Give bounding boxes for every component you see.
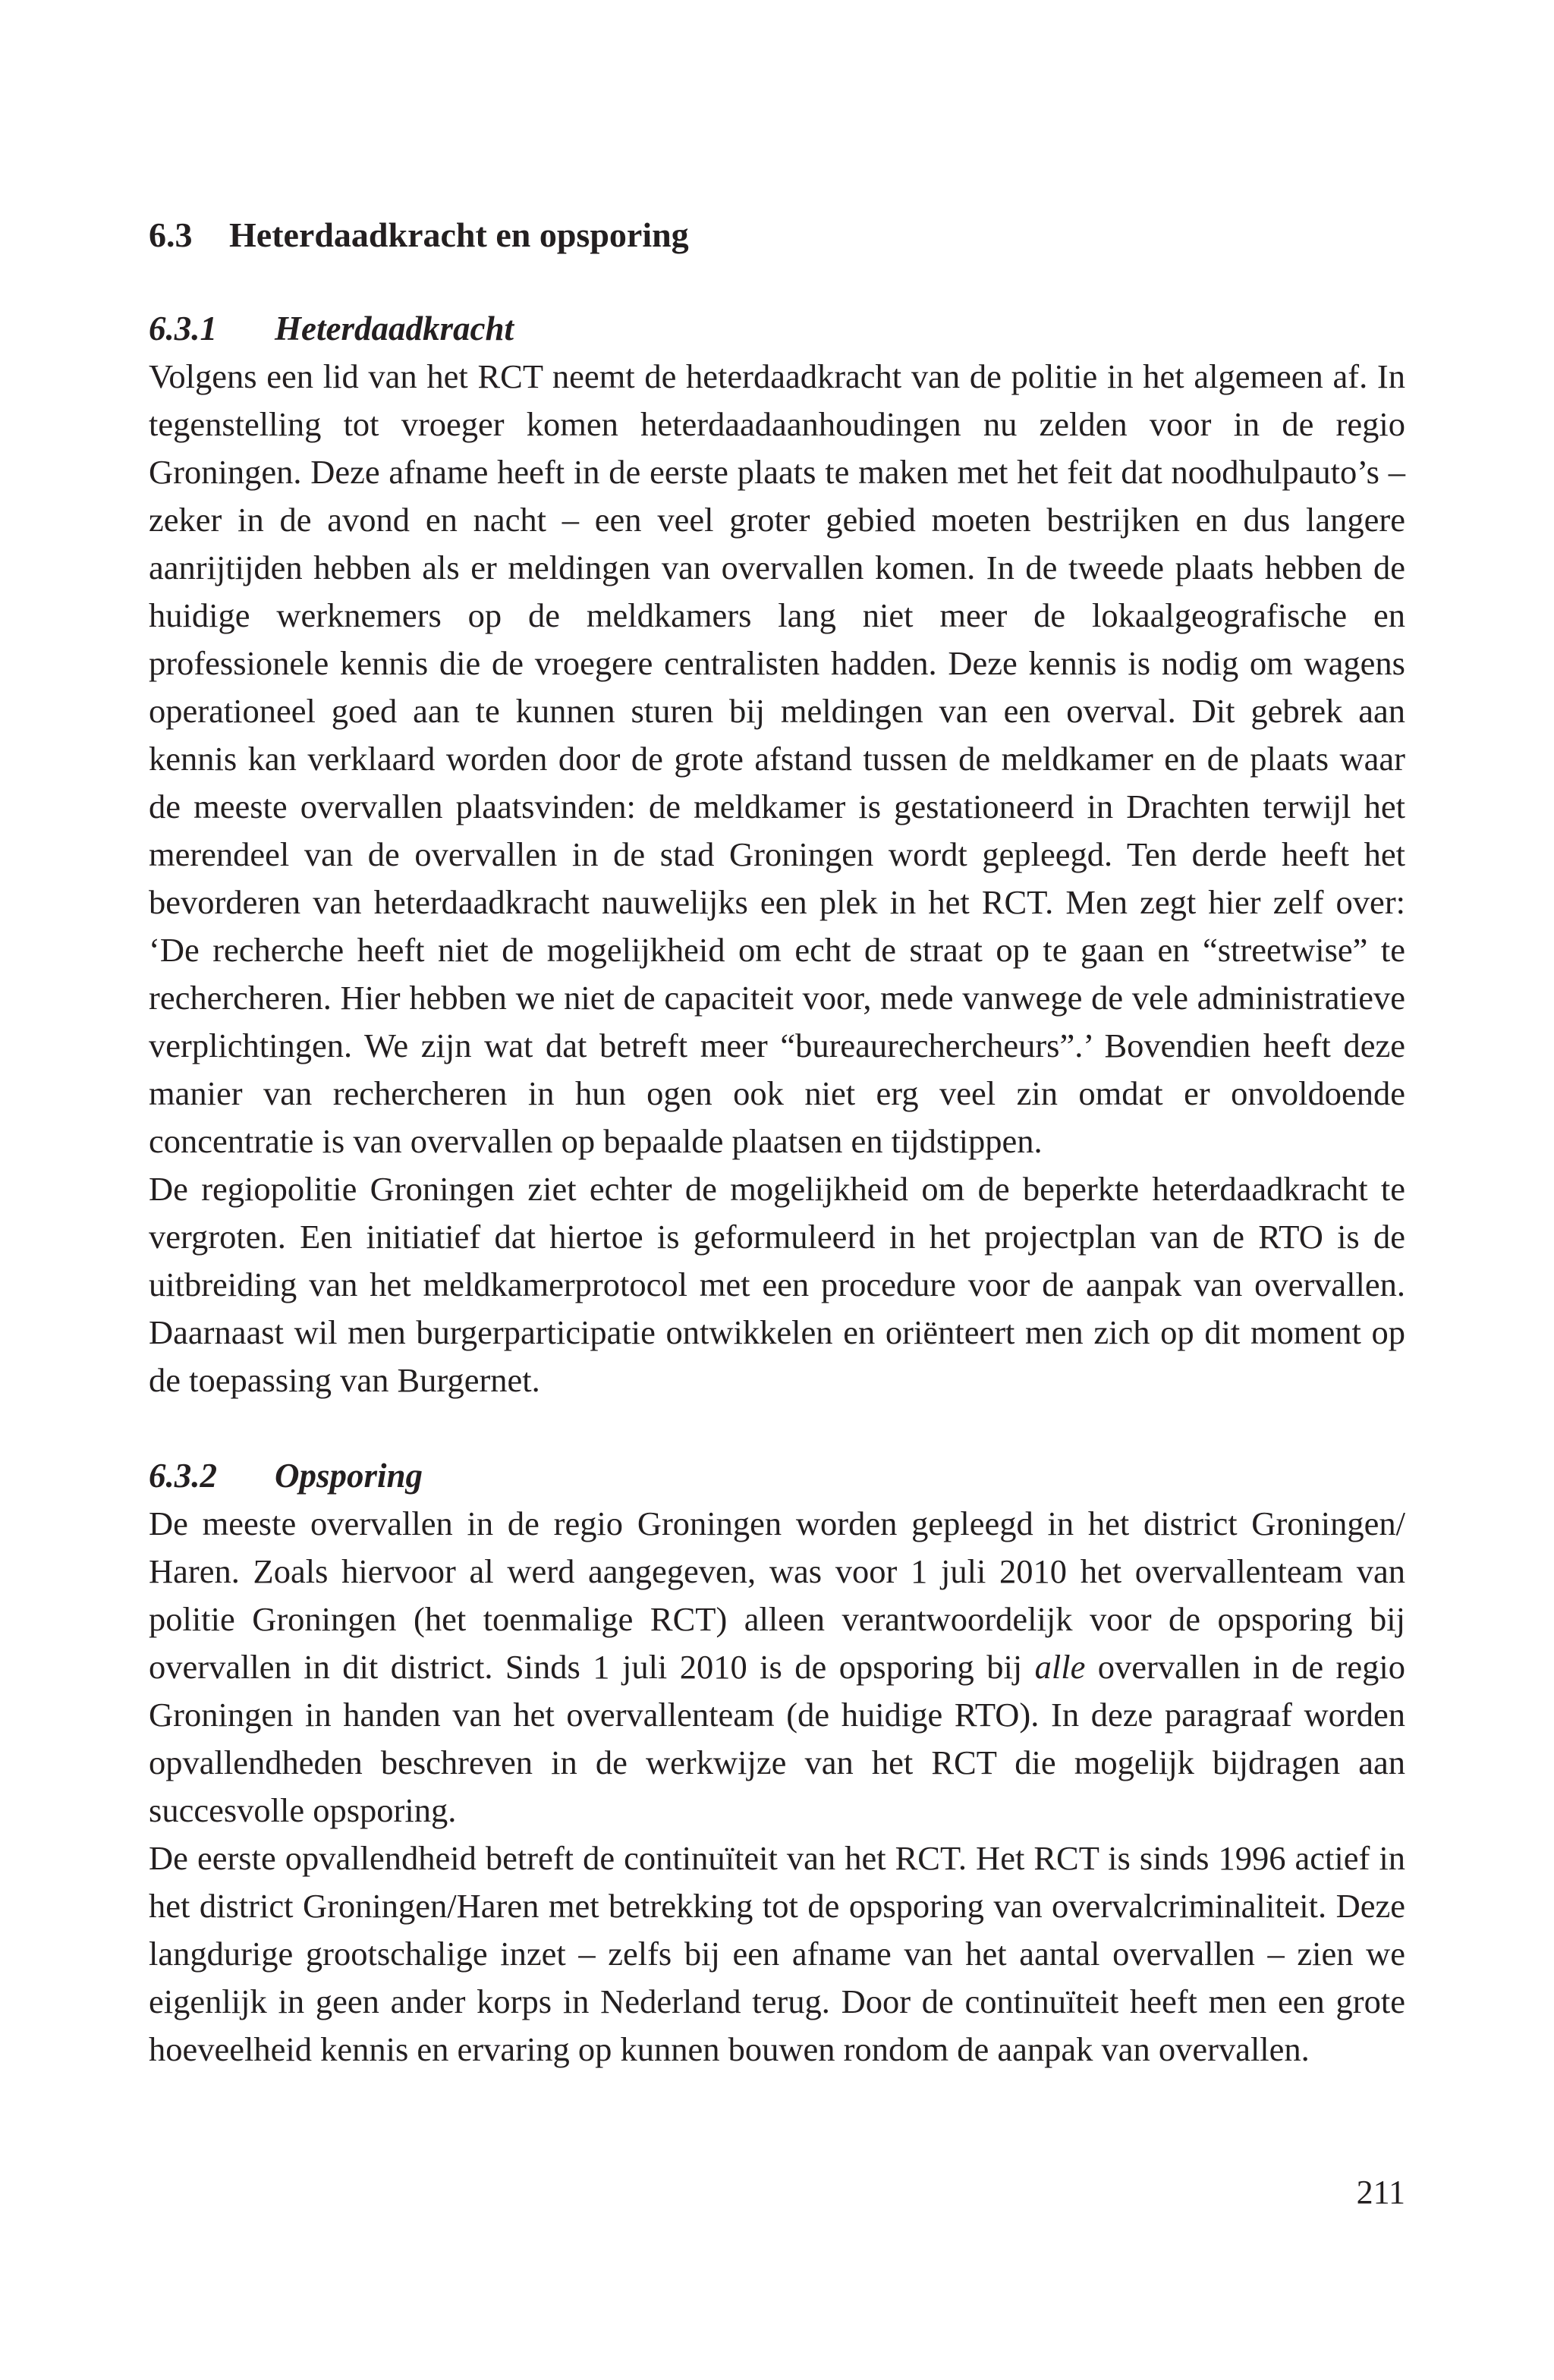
subsection-number: 6.3.1 bbox=[149, 310, 217, 347]
paragraph-heterdaadkracht-2: De regiopolitie Groningen ziet echter de mogelijkheid om de beperkte heterdaadkracht te vergroten. Een initiatief dat hiertoe is geformuleerd in het projectplan van de RTO is de uitbreiding van het meldkamerprotocol met een procedure voor de aanpak van overvallen. Daarnaast wil men burgerparticipatie ontwikkelen en oriënteert men zich op dit moment op de toepassing van Burgernet. bbox=[149, 1170, 1405, 1399]
paragraph-opsporing-1 bbox=[149, 1500, 1405, 1835]
paragraph-heterdaadkracht-1: Volgens een lid van het RCT neemt de heterdaadkracht van de politie in het algemeen af. In tegenstelling tot vroeger komen heterdaadaanhoudingen nu zelden voor in de regio Groningen. Deze afname heeft in de eerste plaats te maken met het feit dat noodhulpauto’s – zeker in de avond en nacht – een veel groter gebied moeten bestrijken en dus langere aanrijtijden hebben als er meldingen van overvallen komen. In de tweede plaats hebben de huidige werknemers op de meldkamers lang niet meer de lokaalgeografische en professionele kennis die de vroegere centralisten hadden. Deze kennis is nodig om wagens operationeel goed aan te kunnen sturen bij meldingen van een overval. Dit gebrek aan kennis kan verklaard worden door de grote afstand tussen de meldkamer en de plaats waar de meeste overvallen plaatsvinden: de meldkamer is gestationeerd in Drachten terwijl het merendeel van de overvallen in de stad Groningen wordt gepleegd. Ten derde heeft het bevorderen van heterdaadkracht nauwelijks een plek in het RCT. Men zegt hier zelf over: ‘De recherche heeft niet de mogelijkheid om echt de straat op te gaan en “streetwise” te rechercheren. Hier hebben we niet de capaciteit voor, mede vanwege de vele administratieve verplichtingen. We zijn wat dat betreft meer “bureaurechercheurs”.’ Bovendien heeft deze manier van rechercheren in hun ogen ook niet erg veel zin omdat er onvoldoende concentratie is van overvallen op bepaalde plaatsen en tijdstippen. bbox=[149, 357, 1405, 1160]
subsection-title: Opsporing bbox=[275, 1457, 423, 1495]
subsection-heading-heterdaadkracht bbox=[149, 305, 1405, 353]
emphasis: alle bbox=[1034, 1648, 1086, 1686]
page-body bbox=[149, 212, 1405, 2073]
section-number: 6.3 bbox=[149, 215, 193, 254]
subsection-title: Heterdaadkracht bbox=[275, 310, 514, 347]
section-spacer bbox=[149, 1404, 1405, 1452]
page-number: 211 bbox=[1356, 2174, 1405, 2211]
section-title: Heterdaadkracht en opsporing bbox=[229, 215, 689, 254]
text-run: overvallen in de regio Groningen in handen van het overvallenteam (de huidige RTO). In deze paragraaf worden opvallendheden beschreven in de werkwijze van het RCT die mogelijk bijdragen aan succesvolle opsporing. bbox=[149, 1648, 1405, 1829]
subsection-number: 6.3.2 bbox=[149, 1457, 217, 1495]
subsection-heading-opsporing bbox=[149, 1452, 1405, 1500]
text-run: De meeste overvallen in de regio Groningen worden gepleegd in het district Groningen/ Haren. Zoals hiervoor al werd aangegeven, was voor 1 juli 2010 het overvallenteam van politie Groningen (het toenmalige RCT) alleen verantwoordelijk voor de opsporing bij overvallen in dit district. Sinds 1 juli 2010 is de opsporing bij bbox=[149, 1504, 1405, 1686]
section-heading bbox=[149, 212, 1405, 258]
paragraph-opsporing-2: De eerste opvallendheid betreft de continuïteit van het RCT. Het RCT is sinds 1996 actief in het district Groningen/Haren met betrekking tot de opsporing van overvalcriminaliteit. Deze langdurige grootschalige inzet – zelfs bij een afname van het aantal overvallen – zien we eigenlijk in geen ander korps in Nederland terug. Door de continuïteit heeft men een grote hoeveelheid kennis en ervaring op kunnen bouwen rondom de aanpak van overvallen. bbox=[149, 1839, 1405, 2068]
